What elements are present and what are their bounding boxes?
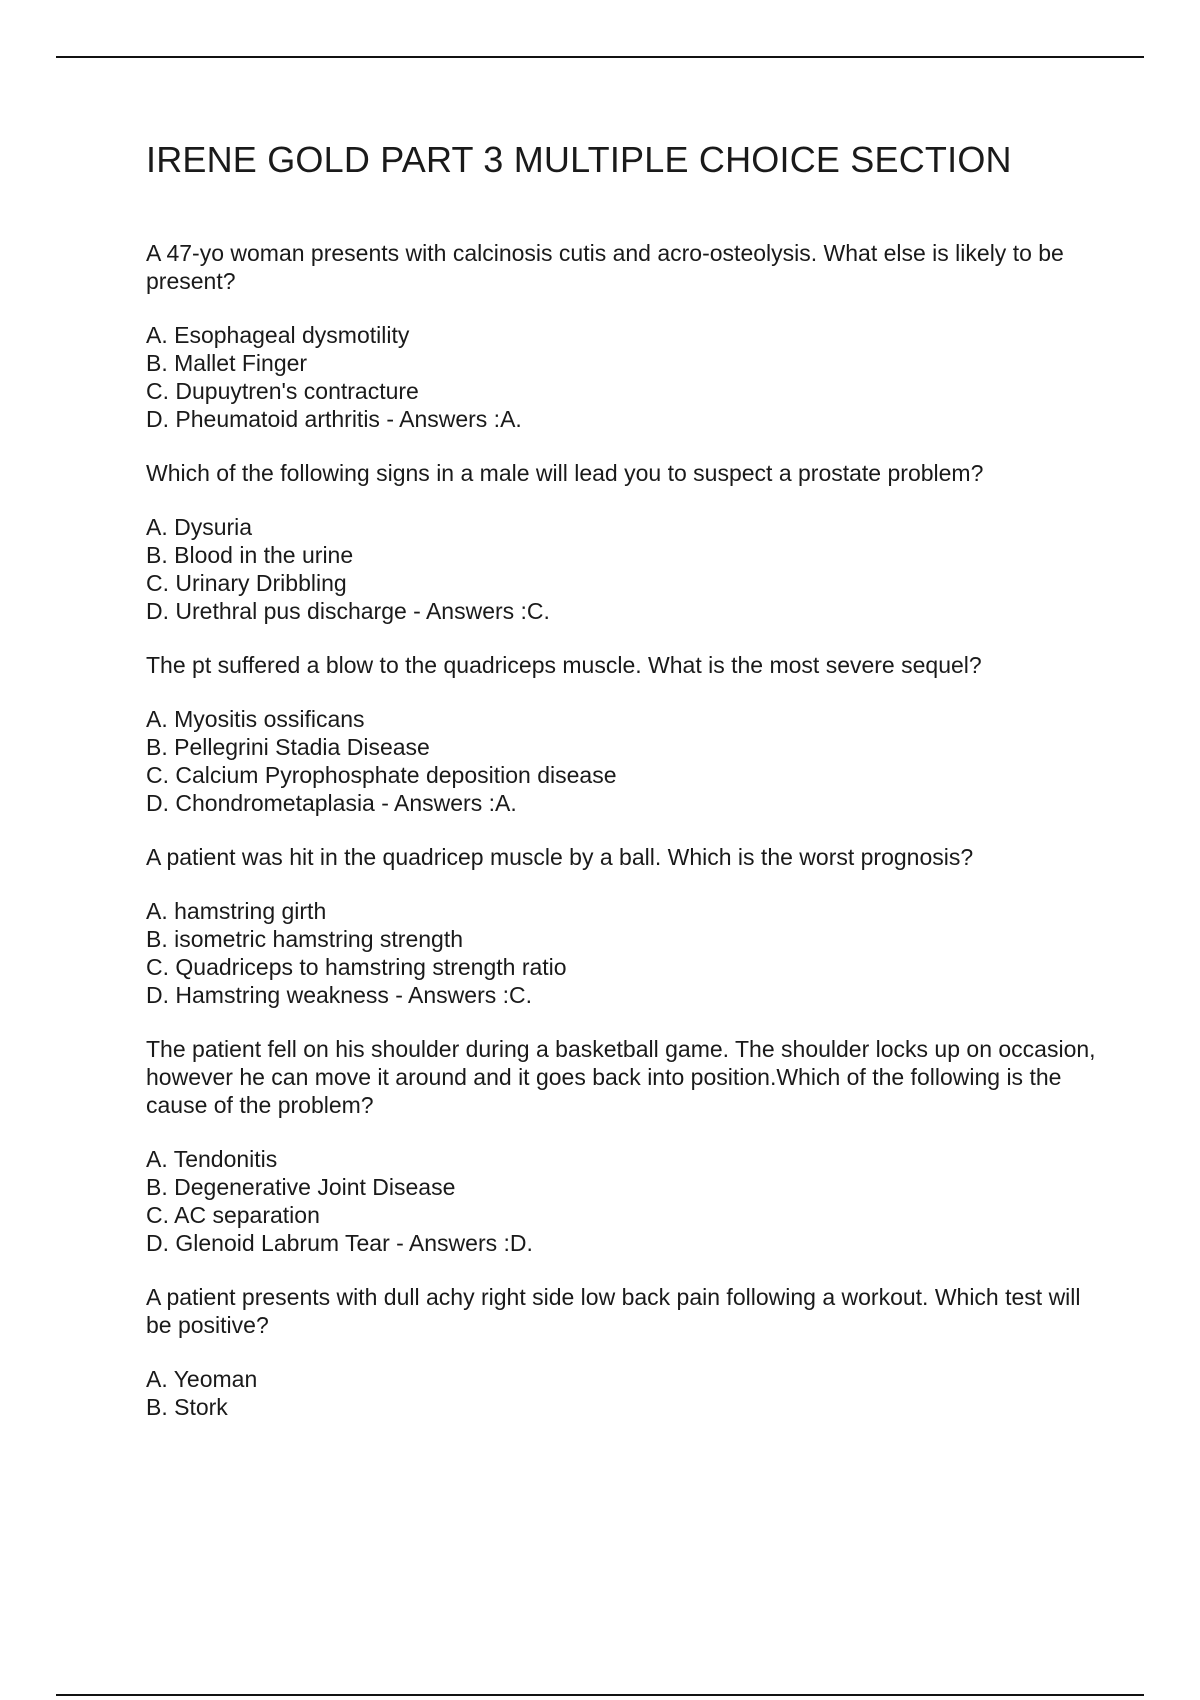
option-list bbox=[146, 897, 1096, 1009]
option-item: C. Urinary Dribbling bbox=[146, 570, 347, 597]
question-text: A 47-yo woman presents with calcinosis cutis and acro-osteolysis. What else is likely to be present? bbox=[146, 240, 1064, 295]
option-item: A. Dysuria bbox=[146, 514, 253, 541]
option-item: A. Myositis ossificans bbox=[146, 706, 365, 733]
question-text: The pt suffered a blow to the quadriceps muscle. What is the most severe sequel? bbox=[146, 652, 982, 679]
option-item: B. Stork bbox=[146, 1394, 228, 1421]
question-block bbox=[146, 651, 1096, 817]
question-block bbox=[146, 239, 1096, 433]
option-item: A. Tendonitis bbox=[146, 1146, 278, 1173]
option-item: D. Hamstring weakness - Answers :C. bbox=[146, 982, 533, 1009]
document-body bbox=[146, 138, 1096, 1447]
option-item: C. Calcium Pyrophosphate deposition disease bbox=[146, 762, 617, 789]
option-item: B. isometric hamstring strength bbox=[146, 926, 464, 953]
option-list bbox=[146, 1145, 1096, 1257]
option-item: B. Blood in the urine bbox=[146, 542, 354, 569]
option-item: D. Pheumatoid arthritis - Answers :A. bbox=[146, 406, 522, 433]
page-title: IRENE GOLD PART 3 MULTIPLE CHOICE SECTION bbox=[146, 139, 1012, 180]
option-item: B. Degenerative Joint Disease bbox=[146, 1174, 456, 1201]
question-block bbox=[146, 1035, 1096, 1257]
option-list bbox=[146, 321, 1096, 433]
option-item: B. Pellegrini Stadia Disease bbox=[146, 734, 430, 761]
question-text: The patient fell on his shoulder during a basketball game. The shoulder locks up on occasion, however he can move it around and it goes back into position.Which of the following is the cause of the problem? bbox=[146, 1036, 1096, 1119]
option-item: D. Glenoid Labrum Tear - Answers :D. bbox=[146, 1230, 533, 1257]
option-item: C. Quadriceps to hamstring strength ratio bbox=[146, 954, 567, 981]
option-item: D. Urethral pus discharge - Answers :C. bbox=[146, 598, 550, 625]
option-item: D. Chondrometaplasia - Answers :A. bbox=[146, 790, 517, 817]
option-item: C. AC separation bbox=[146, 1202, 320, 1229]
option-item: A. hamstring girth bbox=[146, 898, 327, 925]
option-item: B. Mallet Finger bbox=[146, 350, 308, 377]
option-item: A. Yeoman bbox=[146, 1366, 258, 1393]
option-item: C. Dupuytren's contracture bbox=[146, 378, 419, 405]
question-text: A patient was hit in the quadricep muscle by a ball. Which is the worst prognosis? bbox=[146, 844, 974, 871]
option-list bbox=[146, 1365, 1096, 1421]
question-text: A patient presents with dull achy right side low back pain following a workout. Which test will be positive? bbox=[146, 1284, 1081, 1339]
question-block bbox=[146, 843, 1096, 1009]
bottom-rule bbox=[56, 1694, 1144, 1696]
top-rule bbox=[56, 56, 1144, 58]
question-block bbox=[146, 1283, 1096, 1421]
question-block bbox=[146, 459, 1096, 625]
option-list bbox=[146, 705, 1096, 817]
option-item: A. Esophageal dysmotility bbox=[146, 322, 410, 349]
option-list bbox=[146, 513, 1096, 625]
question-text: Which of the following signs in a male will lead you to suspect a prostate problem? bbox=[146, 460, 984, 487]
